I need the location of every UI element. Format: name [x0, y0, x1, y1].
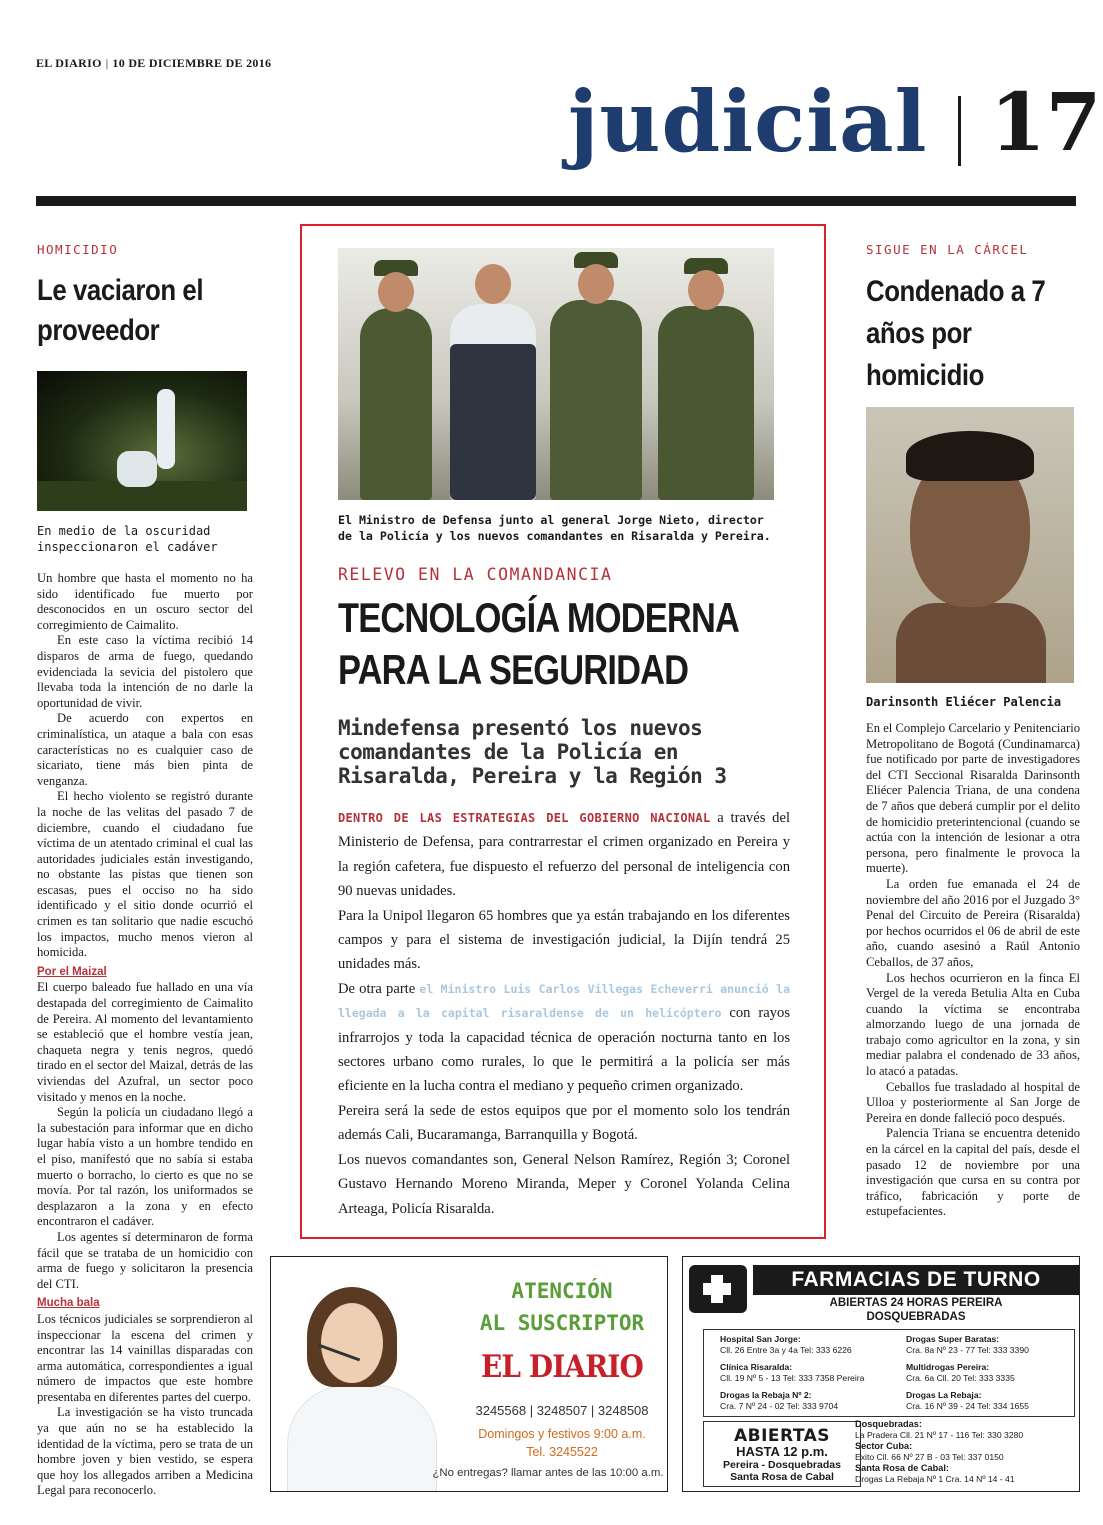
left-photo-caption: En medio de la oscuridad inspeccionaron el cadáver	[37, 524, 218, 554]
subscriber-tel: Tel. 3245522	[526, 1445, 598, 1459]
center-headline-line: TECNOLOGÍA MODERNA	[338, 594, 740, 641]
open-location: Pereira - Dosquebradas	[723, 1459, 841, 1471]
lead-caps: DENTRO DE LAS ESTRATEGIAS DEL GOBIERNO NACIONAL	[338, 811, 711, 825]
el-diario-logo: EL DIARIO	[481, 1349, 643, 1385]
subscriber-phones: 3245568 | 3248507 | 3248508	[475, 1403, 649, 1418]
night-pharmacy-list	[855, 1419, 1075, 1485]
left-paragraph: El cuerpo baleado fue hallado en una vía destapada del corregimiento de Caimalito de Pereira. Al momento del levantamiento se estableció que el hombre vestía jean, chaqueta negra y tenis negros, quedó tirado en el sector del Maizal, detrás de las viviendas del Azufral, un sector poco visitado y menos en la noche.	[37, 980, 253, 1104]
center-paragraph: De otra parte	[338, 980, 420, 997]
subscriber-ad-title-line: AL SUSCRIPTOR	[479, 1311, 645, 1335]
pharmacy-ad-subtitle: DOSQUEBRADAS	[866, 1311, 966, 1323]
subscriber-ad-title-line: ATENCIÓN	[511, 1279, 613, 1303]
open-until-box	[703, 1421, 861, 1487]
right-article	[866, 242, 1080, 1220]
center-paragraph: Pereira será la sede de estos equipos que por el momento solo los tendrán además Cali, Bucaramanga, Barranquilla y Bogotá.	[338, 1102, 790, 1144]
medical-cross-icon	[689, 1265, 747, 1313]
center-photo-caption: El Ministro de Defensa junto al general Jorge Nieto, director de la Policía y los nuevos comandantes en Risaralda y Pereira.	[338, 513, 771, 543]
pharmacy-address: Cra. 8a Nº 23 - 77 Tel: 333 3390	[906, 1345, 1029, 1355]
officials-group-photo	[338, 248, 774, 500]
left-subhead: Mucha bala	[37, 1297, 100, 1310]
pharmacy-item	[906, 1334, 1029, 1356]
pharmacy-name: Drogas la Rebaja Nº 2:	[720, 1390, 812, 1400]
center-headline-line: PARA LA SEGURIDAD	[338, 646, 689, 693]
paper-name: EL DIARIO	[36, 56, 102, 70]
left-headline: Le vaciaron el proveedor	[37, 274, 204, 347]
left-paragraph: Los técnicos judiciales se sorprendieron al inspeccionar la escena del crimen y encontrar las 14 vainillas disparadas con arma automática, correspondientes a igual número de impactos que este hombre presentaba en diferentes partes del cuerpo.	[37, 1311, 253, 1404]
pharmacy-name: Drogas La Rebaja:	[906, 1390, 982, 1400]
left-paragraph: La investigación se ha visto truncada ya que aún no se ha establecido la identidad de la víctima, pero se trata de un hombre joven y bien vestido, se espera que hoy los allegados arriben a Medicina Legal para reconocerlo.	[37, 1405, 253, 1498]
open-hours: HASTA 12 p.m.	[736, 1444, 828, 1459]
page-number: 17	[990, 75, 1102, 169]
center-kicker: RELEVO EN LA COMANDANCIA	[338, 565, 613, 584]
pharmacy-item	[906, 1362, 1015, 1384]
pharmacy-name: Clínica Risaralda:	[720, 1362, 793, 1372]
pharmacy-name: Dosquebradas:	[855, 1419, 922, 1429]
subscriber-ad-title	[467, 1275, 657, 1339]
pharmacy-name: Sector Cuba:	[855, 1441, 913, 1451]
pharmacy-ad	[682, 1256, 1080, 1492]
pharmacy-ad-title: FARMACIAS DE TURNO	[753, 1265, 1079, 1295]
center-paragraph: Para la Unipol llegaron 65 hombres que ya están trabajando en los diferentes campos y para el sistema de investigación judicial, la Dijín tendrá 25 unidades más.	[338, 907, 790, 973]
pharmacy-name: Multidrogas Pereira:	[906, 1362, 990, 1372]
left-paragraph: Un hombre que hasta el momento no ha sido identificado fue muerto por desconocidos en un oscuro sector del corregimiento de Caimalito.	[37, 571, 253, 632]
pharmacy-item	[720, 1390, 838, 1412]
right-paragraph: Ceballos fue trasladado al hospital de Ulloa y posteriormente al San Jorge de Pereira en donde falleció poco después.	[866, 1079, 1080, 1125]
right-body	[866, 721, 1080, 1220]
pharmacy-item	[720, 1362, 864, 1384]
center-headline	[338, 592, 740, 696]
section-divider	[958, 96, 961, 166]
right-paragraph: La orden fue emanada el 24 de noviembre del año 2016 por el Juzgado 3° Penal del Circuito de Pereira (Risaralda) por hechos ocurridos el 06 de abril de este año, cuando asesinó a Raúl Antonio Ceballos, de 37 años,	[866, 876, 1080, 969]
center-paragraph: Los nuevos comandantes son, General Nelson Ramírez, Región 3; Coronel Gustavo Hernando Moreno Miranda, Meper y Coronel Yolanda Celina Arteaga, Policía Risaralda.	[338, 1151, 790, 1217]
pharmacy-address: Cra. 7 Nº 24 - 02 Tel: 333 9704	[720, 1401, 839, 1411]
operator-illustration	[277, 1267, 437, 1492]
section-title: judicial	[568, 72, 928, 171]
left-paragraph: En este caso la víctima recibió 14 disparos de arma de fuego, quedando evidenciada la sevicia del pistolero que llevaba toda la intención de no darle la oportunidad de vivir.	[37, 633, 253, 710]
left-paragraph: El hecho violento se registró durante la noche de las velitas del pasado 7 de diciembre, cuando el ciudadano fue víctima de un atentado criminal el cual las autoridades judiciales están investigando, no obstante las pistas que tienen son escasas, pues el occiso no ha sido identificado y el sitio donde ocurrió el crimen es tan solitario que nadie escuchó los impactos, mucho menos vieron al homicida.	[37, 789, 253, 960]
pharmacy-address: Cra. 16 Nº 39 - 24 Tel: 334 1655	[906, 1401, 1029, 1411]
pharmacy-name: Hospital San Jorge:	[720, 1334, 801, 1344]
left-kicker: HOMICIDIO	[37, 242, 119, 257]
left-body	[37, 571, 253, 1499]
pharmacy-list	[703, 1329, 1075, 1417]
pharmacy-address: Exito Cll. 66 Nº 27 B - 03 Tel: 337 0150	[855, 1452, 1004, 1462]
right-paragraph: En el Complejo Carcelario y Penitenciario Metropolitano de Bogotá (Cundinamarca) fue notificado por parte de investigadores del CTI Seccional Risaralda Darinsonth Eliécer Palencia Triana, de una condena de 7 años que deberá cumplir por el delito de homicidio preterintencional (cuando se actúa con la intención de lesionar a otra persona, pero finalmente le provoca la muerte).	[866, 721, 1080, 876]
pharmacy-name: Santa Rosa de Cabal:	[855, 1463, 949, 1473]
pharmacy-address: Drogas La Rebaja Nº 1 Cra. 14 Nº 14 - 41	[855, 1474, 1015, 1484]
pharmacy-address: Cra. 6a Cll. 20 Tel: 333 3335	[906, 1373, 1015, 1383]
left-article	[37, 242, 253, 1499]
pharmacy-item	[720, 1334, 852, 1356]
subscriber-hours: Domingos y festivos 9:00 a.m.	[478, 1427, 646, 1441]
pharmacy-address: Cll. 19 Nº 5 - 13 Tel: 333 7358 Pereira	[720, 1373, 865, 1383]
crime-scene-photo	[37, 371, 247, 511]
right-photo-caption: Darinsonth Eliécer Palencia	[866, 695, 1062, 709]
highlighted-text: el Ministro Luis Carlos Villegas Echeverri anunció la llegada a la capital risaraldense de un helicóptero	[338, 981, 790, 1021]
issue-date: 10 DE DICIEMBRE DE 2016	[112, 56, 272, 70]
pharmacy-address: Cll. 26 Entre 3a y 4a Tel: 333 6226	[720, 1345, 852, 1355]
left-subhead: Por el Maizal	[37, 965, 107, 978]
right-paragraph: Los hechos ocurrieron en la finca El Vergel de la vereda Betulia Alta en Cuba cuando la víctima se encontraba almorzando luego de una jornada de trabajo como agricultor en la zona, y sin mediar palabra el condenado de 33 años, lo atacó a patadas.	[866, 970, 1080, 1079]
mugshot-photo	[866, 407, 1074, 683]
subscriber-note: ¿No entregas? llamar antes de las 10:00 a.m.	[432, 1467, 664, 1479]
center-paragraph: a través del Ministerio de Defensa, para contrarrestar el crimen organizado en Pereira y la región cafetera, fue dispuesto el refuerzo del personal de inteligencia con 90 nuevas unidades.	[338, 810, 790, 900]
top-rule	[36, 196, 1076, 206]
subscriber-ad	[270, 1256, 668, 1492]
right-paragraph: Palencia Triana se encuentra detenido en la cárcel en la capital del país, desde el pasado 12 de noviembre por una investigación que cursa en su contra por tráfico, fabricación y porte de estupefacientes.	[866, 1126, 1080, 1219]
center-paragraph: con rayos infrarrojos y toda la capacidad técnica de operación nocturna tanto en los sectores urbano como rurales, lo que le permitirá a la policía ser más eficiente en la lucha contra el mediano y pequeño crimen organizado.	[338, 1005, 790, 1095]
pharmacy-item	[906, 1390, 1029, 1412]
pharmacy-name: Drogas Super Baratas:	[906, 1334, 1000, 1344]
center-body	[338, 806, 790, 1221]
right-headline: Condenado a 7 años por homicidio	[866, 275, 1046, 392]
pharmacy-address: La Pradera Cll. 21 Nº 17 - 116 Tel: 330 3280	[855, 1430, 1024, 1440]
pharmacy-ad-subtitle: ABIERTAS 24 HORAS PEREIRA	[829, 1297, 1003, 1309]
open-location: Santa Rosa de Cabal	[730, 1471, 834, 1483]
open-label: ABIERTAS	[733, 1426, 831, 1446]
right-kicker: SIGUE EN LA CÁRCEL	[866, 242, 1029, 257]
masthead: EL DIARIO | 10 DE DICIEMBRE DE 2016	[36, 56, 272, 70]
center-deck: Mindefensa presentó los nuevos comandantes de la Policía en Risaralda, Pereira y la Región 3	[338, 716, 727, 788]
featured-article-box	[300, 224, 826, 1239]
left-paragraph: Según la policía un ciudadano llegó a la subestación para informar que en dicho lugar había visto a un hombre tendido en el piso, manifestó que no sabía si estaba muerto o borracho, lo cierto es que no se movía. Por tal razón, los uniformados se desplazaron a la zona y en efecto encontraron el cadáver.	[37, 1105, 253, 1229]
left-paragraph: Los agentes sí determinaron de forma fácil que se trataba de un homicidio con arma de fuego y solicitaron la presencia del CTI.	[37, 1229, 253, 1291]
left-paragraph: De acuerdo con expertos en criminalística, un ataque a bala con esas características no es cualquier caso de sicariato, tiene más bien pinta de venganza.	[37, 711, 253, 788]
